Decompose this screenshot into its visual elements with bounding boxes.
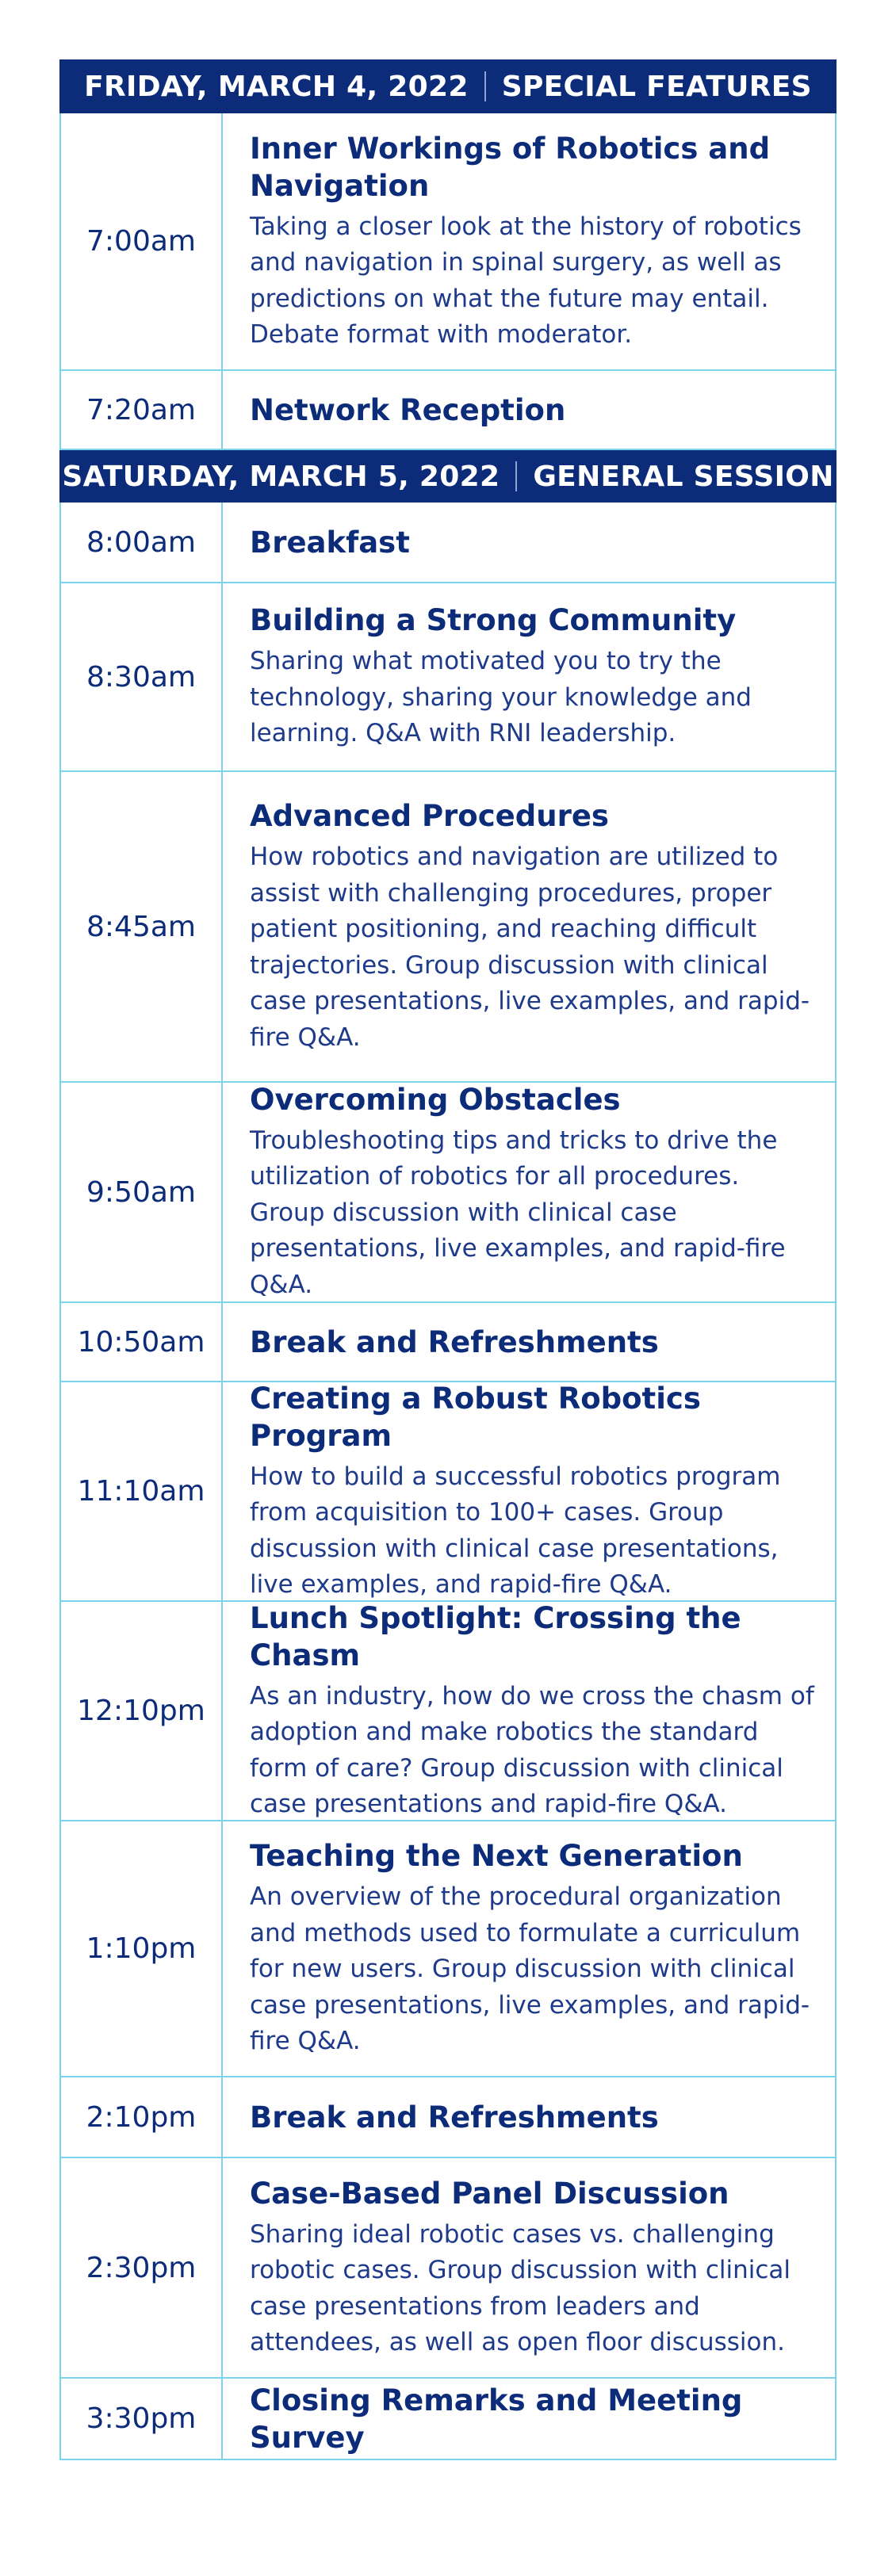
schedule-row — [59, 1303, 836, 1382]
schedule-row — [59, 772, 836, 1083]
section-label: GENERAL SESSION — [533, 460, 834, 493]
row-content — [223, 113, 835, 369]
row-content — [223, 2379, 835, 2459]
row-description: As an industry, how do we cross the chasm of adoption and make robotics the standard form of care? Group discussion with clinical case presentations and rapid-fire Q&A. — [250, 1681, 814, 1818]
row-time: 11:10am — [61, 1382, 223, 1600]
row-title: Break and Refreshments — [250, 1324, 659, 1359]
row-title: Building a Strong Community — [250, 603, 737, 638]
row-time: 2:10pm — [61, 2077, 223, 2157]
row-title: Case-Based Panel Discussion — [250, 2176, 729, 2211]
row-title: Closing Remarks and Meeting Survey — [250, 2383, 743, 2455]
schedule-row — [59, 1083, 836, 1303]
row-description: How robotics and navigation are utilized to assist with challenging procedures, proper patient positioning, and reaching difficult trajectories. Group discussion with clinical case presentations, live examples, and rapid-fire Q&A. — [250, 843, 810, 1052]
row-time: 12:10pm — [61, 1602, 223, 1820]
row-title: Breakfast — [250, 525, 410, 560]
header-divider — [515, 461, 517, 491]
schedule-row — [59, 583, 836, 772]
row-content — [223, 1821, 835, 2076]
row-title: Teaching the Next Generation — [250, 1839, 743, 1874]
row-time: 8:30am — [61, 583, 223, 770]
row-time: 7:20am — [61, 371, 223, 449]
row-title: Lunch Spotlight: Crossing the Chasm — [250, 1600, 741, 1672]
row-title: Network Reception — [250, 392, 566, 427]
section-date: FRIDAY, MARCH 4, 2022 — [84, 70, 469, 103]
schedule-row — [59, 2379, 836, 2460]
schedule-row — [59, 1382, 836, 1602]
row-title: Break and Refreshments — [250, 2100, 659, 2135]
schedule-row — [59, 503, 836, 583]
row-content — [223, 2158, 835, 2377]
row-title: Overcoming Obstacles — [250, 1082, 621, 1117]
section-date: SATURDAY, MARCH 5, 2022 — [62, 460, 500, 493]
row-description: Taking a closer look at the history of robotics and navigation in spinal surgery, as well as predictions on what the future may entail. Debate format with moderator. — [250, 212, 802, 349]
section-header-saturday — [59, 450, 836, 503]
header-divider — [484, 71, 486, 101]
row-description: Troubleshooting tips and tricks to drive the utilization of robotics for all procedures. Group discussion with clinical case presentations, live examples, and rapid-fire Q&A. — [250, 1126, 786, 1299]
row-content — [223, 772, 835, 1081]
row-content — [223, 1083, 835, 1301]
row-title: Creating a Robust Robotics Program — [250, 1381, 701, 1453]
row-time: 8:45am — [61, 772, 223, 1081]
row-content — [223, 2077, 835, 2157]
row-time: 1:10pm — [61, 1821, 223, 2076]
row-title: Advanced Procedures — [250, 799, 609, 833]
section-header-friday — [59, 59, 836, 113]
row-content — [223, 503, 835, 582]
row-time: 3:30pm — [61, 2379, 223, 2459]
row-title: Inner Workings of Robotics and Navigation — [250, 131, 771, 203]
schedule-row — [59, 113, 836, 371]
row-description: Sharing ideal robotic cases vs. challenging robotic cases. Group discussion with clinical case presentations from leaders and attendees, as well as open floor discussion. — [250, 2219, 791, 2356]
row-content — [223, 371, 835, 449]
row-time: 7:00am — [61, 113, 223, 369]
row-time: 8:00am — [61, 503, 223, 582]
row-time: 9:50am — [61, 1083, 223, 1301]
row-description: Sharing what motivated you to try the technology, sharing your knowledge and learning. Q&A with RNI leadership. — [250, 647, 752, 748]
row-time: 2:30pm — [61, 2158, 223, 2377]
row-content — [223, 1602, 835, 1820]
schedule-row — [59, 371, 836, 450]
schedule-row — [59, 2077, 836, 2158]
row-time: 10:50am — [61, 1303, 223, 1381]
schedule-row — [59, 1821, 836, 2077]
row-description: How to build a successful robotics program from acquisition to 100+ cases. Group discussion with clinical case presentations, live examples, and rapid-fire Q&A. — [250, 1462, 781, 1599]
row-content — [223, 1382, 835, 1600]
row-content — [223, 1303, 835, 1381]
schedule-row — [59, 1602, 836, 1821]
schedule-row — [59, 2158, 836, 2379]
row-description: An overview of the procedural organization and methods used to formulate a curriculum for new users. Group discussion with clinical case presentations, live examples, and rapid-fire Q&A. — [250, 1882, 810, 2056]
section-label: SPECIAL FEATURES — [501, 70, 812, 103]
row-content — [223, 583, 835, 770]
schedule — [59, 59, 836, 2460]
